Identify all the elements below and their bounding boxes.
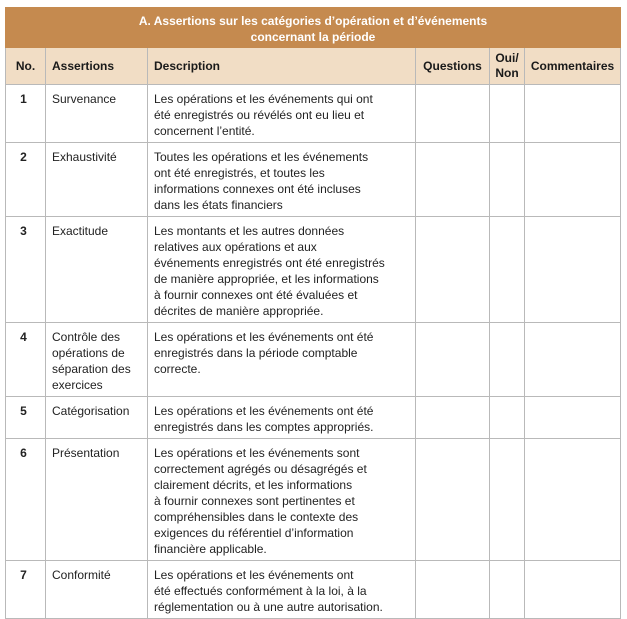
description-text: à fournir connexes ont été évaluées et (154, 288, 358, 302)
assertion-cell (46, 143, 148, 217)
description-text: compréhensibles dans le contexte des (154, 510, 359, 524)
commentaires-cell[interactable] (525, 217, 621, 323)
assertion-cell (46, 217, 148, 323)
description-text: réglementation ou à une autre autorisation. (154, 600, 383, 614)
questions-cell[interactable] (416, 439, 490, 561)
assertion-text: opérations de (52, 346, 125, 360)
assertion-cell (46, 85, 148, 143)
questions-cell[interactable] (416, 217, 490, 323)
assertions-table (5, 7, 621, 619)
description-text: Les opérations et les événements ont été (154, 404, 374, 418)
description-text: concernent l’entité. (154, 124, 255, 138)
questions-cell[interactable] (416, 397, 490, 439)
row-number: 7 (6, 561, 46, 619)
table-row (6, 143, 621, 217)
description-text: financière applicable. (154, 542, 267, 556)
questions-cell[interactable] (416, 323, 490, 397)
table-title-row (6, 8, 621, 48)
row-number: 2 (6, 143, 46, 217)
assertion-cell (46, 323, 148, 397)
oui-non-cell[interactable] (490, 323, 525, 397)
description-text: été effectués conformément à la loi, à la (154, 584, 367, 598)
description-text: correctement agrégés ou désagrégés et (154, 462, 367, 476)
description-text: été enregistrés ou révélés ont eu lieu et (154, 108, 365, 122)
assertion-text: Présentation (52, 446, 120, 460)
table-title-line-2: concernant la période (250, 29, 376, 44)
assertion-cell (46, 561, 148, 619)
description-text: dans les états financiers (154, 198, 283, 212)
description-text: informations connexes ont été incluses (154, 182, 361, 196)
description-text: enregistrés dans les comptes appropriés. (154, 420, 374, 434)
description-text: Les opérations et les événements ont (154, 568, 354, 582)
description-text: Les montants et les autres données (154, 224, 345, 238)
assertion-text: Conformité (52, 568, 111, 582)
commentaires-cell[interactable] (525, 397, 621, 439)
commentaires-cell[interactable] (525, 561, 621, 619)
header-no: No. (6, 48, 46, 85)
description-text: enregistrés dans la période comptable (154, 346, 358, 360)
table-row (6, 397, 621, 439)
commentaires-cell[interactable] (525, 323, 621, 397)
oui-non-cell[interactable] (490, 561, 525, 619)
assertion-text: Exactitude (52, 224, 109, 238)
header-commentaires: Commentaires (525, 48, 621, 85)
assertion-text: Contrôle des (52, 330, 121, 344)
description-text: événements enregistrés ont été enregistrés (154, 256, 385, 270)
description-text: clairement décrits, et les informations (154, 478, 353, 492)
assertion-cell (46, 439, 148, 561)
header-description: Description (148, 48, 416, 85)
row-number: 3 (6, 217, 46, 323)
assertion-text: Survenance (52, 92, 117, 106)
description-text: décrites de manière appropriée. (154, 304, 324, 318)
questions-cell[interactable] (416, 561, 490, 619)
header-non: Non (495, 66, 519, 80)
table-row (6, 561, 621, 619)
assertion-cell (46, 397, 148, 439)
table-row (6, 323, 621, 397)
header-oui: Oui/ (495, 51, 519, 65)
description-cell (148, 143, 416, 217)
oui-non-cell[interactable] (490, 397, 525, 439)
assertion-text: exercices (52, 378, 103, 392)
table-row (6, 439, 621, 561)
row-number: 5 (6, 397, 46, 439)
description-cell (148, 323, 416, 397)
description-text: Les opérations et les événements ont été (154, 330, 374, 344)
table-title-line-1: A. Assertions sur les catégories d’opération et d’événements (138, 13, 488, 28)
commentaires-cell[interactable] (525, 143, 621, 217)
description-text: correcte. (154, 362, 201, 376)
description-text: de manière appropriée, et les informations (154, 272, 379, 286)
row-number: 4 (6, 323, 46, 397)
description-cell (148, 85, 416, 143)
questions-cell[interactable] (416, 85, 490, 143)
description-text: exigences du référentiel d’information (154, 526, 354, 540)
questions-cell[interactable] (416, 143, 490, 217)
description-text: Les opérations et les événements sont (154, 446, 360, 460)
oui-non-cell[interactable] (490, 143, 525, 217)
description-text: relatives aux opérations et aux (154, 240, 317, 254)
description-cell (148, 439, 416, 561)
table-row (6, 217, 621, 323)
table-row (6, 85, 621, 143)
assertion-text: Exhaustivité (52, 150, 117, 164)
header-row (6, 48, 621, 85)
header-assertions: Assertions (46, 48, 148, 85)
description-text: ont été enregistrés, et toutes les (154, 166, 325, 180)
assertion-text: Catégorisation (52, 404, 130, 418)
oui-non-cell[interactable] (490, 217, 525, 323)
description-cell (148, 217, 416, 323)
description-cell (148, 397, 416, 439)
assertion-text: séparation des (52, 362, 131, 376)
description-text: Les opérations et les événements qui ont (154, 92, 373, 106)
commentaires-cell[interactable] (525, 439, 621, 561)
header-questions: Questions (416, 48, 490, 85)
assertions-table-container (5, 7, 621, 619)
description-cell (148, 561, 416, 619)
oui-non-cell[interactable] (490, 85, 525, 143)
table-body (6, 85, 621, 619)
oui-non-cell[interactable] (490, 439, 525, 561)
row-number: 6 (6, 439, 46, 561)
header-oui-non (490, 48, 525, 85)
commentaires-cell[interactable] (525, 85, 621, 143)
description-text: Toutes les opérations et les événements (154, 150, 369, 164)
table-title (6, 8, 621, 48)
description-text: à fournir connexes sont pertinentes et (154, 494, 355, 508)
row-number: 1 (6, 85, 46, 143)
